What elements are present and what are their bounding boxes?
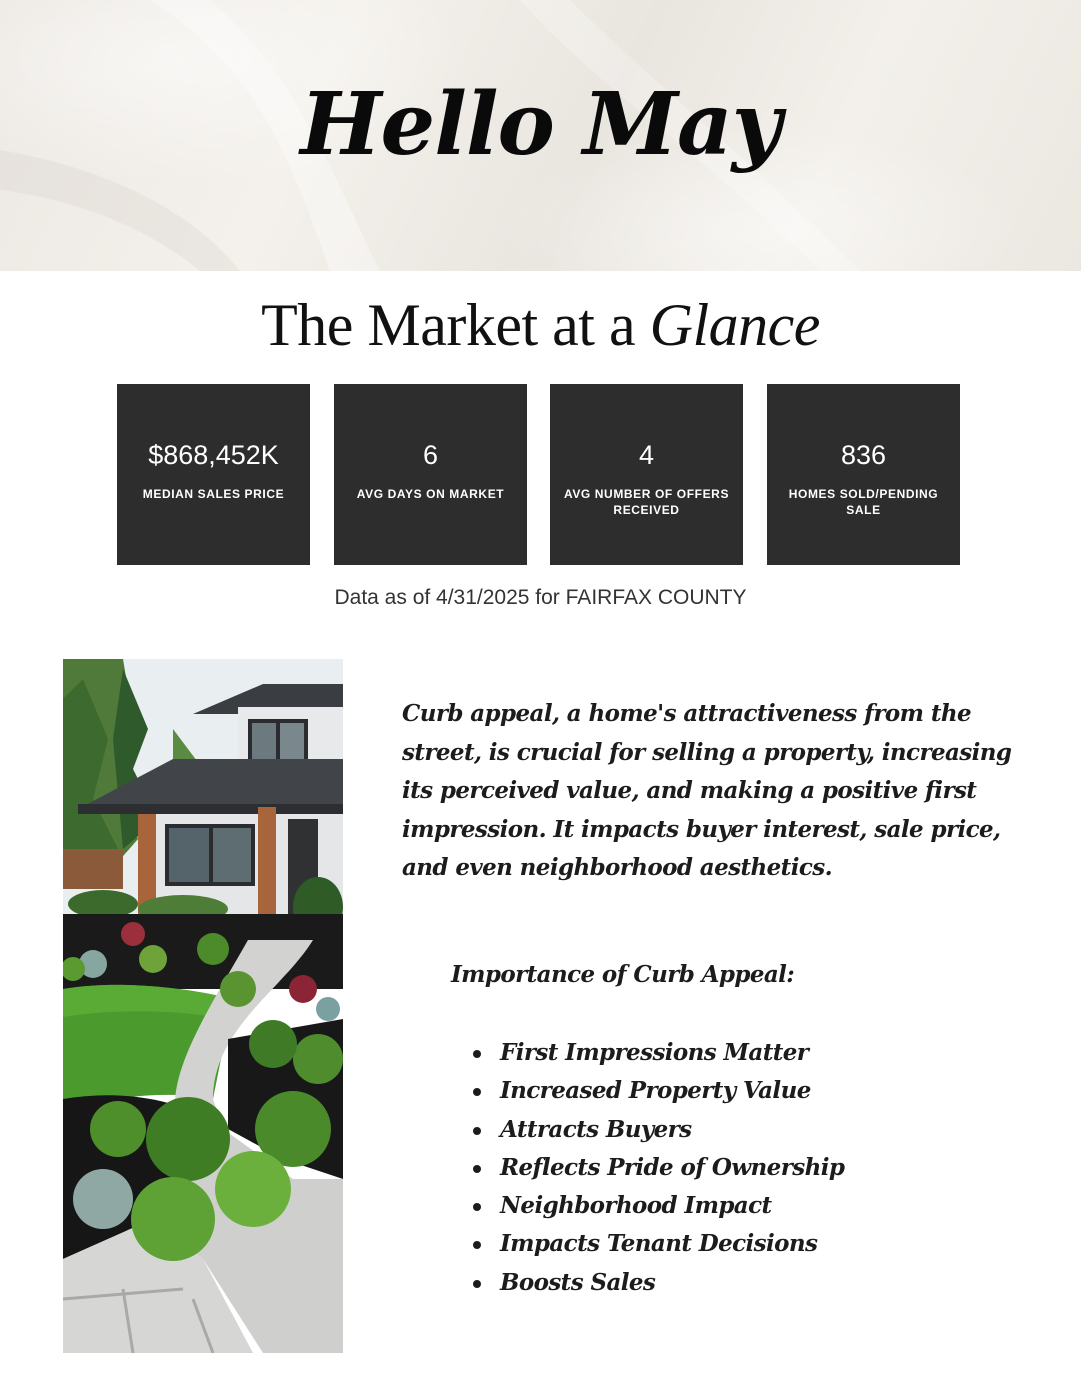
header-banner (0, 0, 1081, 271)
data-source-note: Data as of 4/31/2025 for FAIRFAX COUNTY (334, 586, 747, 609)
importance-list (470, 1034, 844, 1302)
bullet-icon (473, 1127, 481, 1135)
bullet-icon (473, 1241, 481, 1249)
house-curb-appeal-photo (63, 659, 343, 1353)
market-heading-main: The Market at a (261, 292, 650, 358)
stat-homes-sold-pending (767, 384, 960, 565)
bullet-icon (473, 1165, 481, 1173)
list-item-text: Reflects Pride of Ownership (500, 1153, 845, 1181)
list-item-text: Attracts Buyers (500, 1115, 692, 1143)
list-item (470, 1149, 844, 1187)
list-item-text: Increased Property Value (500, 1077, 811, 1105)
list-item-text: Neighborhood Impact (500, 1192, 772, 1220)
market-heading-emphasis: Glance (649, 292, 820, 358)
page-title: Hello May (300, 74, 781, 175)
stat-label: AVG DAYS ON MARKET (356, 487, 505, 501)
list-item (470, 1111, 844, 1149)
list-item-text: Boosts Sales (500, 1268, 656, 1296)
bullet-icon (473, 1088, 481, 1096)
stat-label: MEDIAN SALES PRICE (142, 487, 285, 501)
stat-label: HOMES SOLD/PENDING SALE (788, 487, 939, 517)
list-item (470, 1072, 844, 1110)
list-item (470, 1225, 844, 1263)
stat-value: 836 (840, 440, 887, 470)
stat-label: AVG NUMBER OF OFFERS RECEIVED (563, 487, 730, 517)
list-item (470, 1187, 844, 1225)
list-item (470, 1034, 844, 1072)
stat-median-sales-price (117, 384, 310, 565)
stat-value: 6 (422, 440, 439, 470)
bullet-icon (473, 1280, 481, 1288)
market-heading (0, 289, 1081, 361)
stat-avg-days-on-market (334, 384, 527, 565)
importance-heading: Importance of Curb Appeal: (451, 961, 795, 988)
curb-appeal-paragraph: Curb appeal, a home's attractiveness from the street, is crucial for selling a property, increasing its perceived value, and making a positive first impression. It impacts buyer interest, sale price, and even neighborhood aesthetics. (402, 700, 1012, 881)
list-item-text: Impacts Tenant Decisions (500, 1230, 818, 1258)
bullet-icon (473, 1203, 481, 1211)
bullet-icon (473, 1050, 481, 1058)
stat-value: 4 (638, 440, 655, 470)
stat-avg-offers-received (550, 384, 743, 565)
stat-value: $868,452K (148, 440, 279, 470)
list-item-text: First Impressions Matter (500, 1039, 809, 1066)
list-item (470, 1264, 844, 1302)
